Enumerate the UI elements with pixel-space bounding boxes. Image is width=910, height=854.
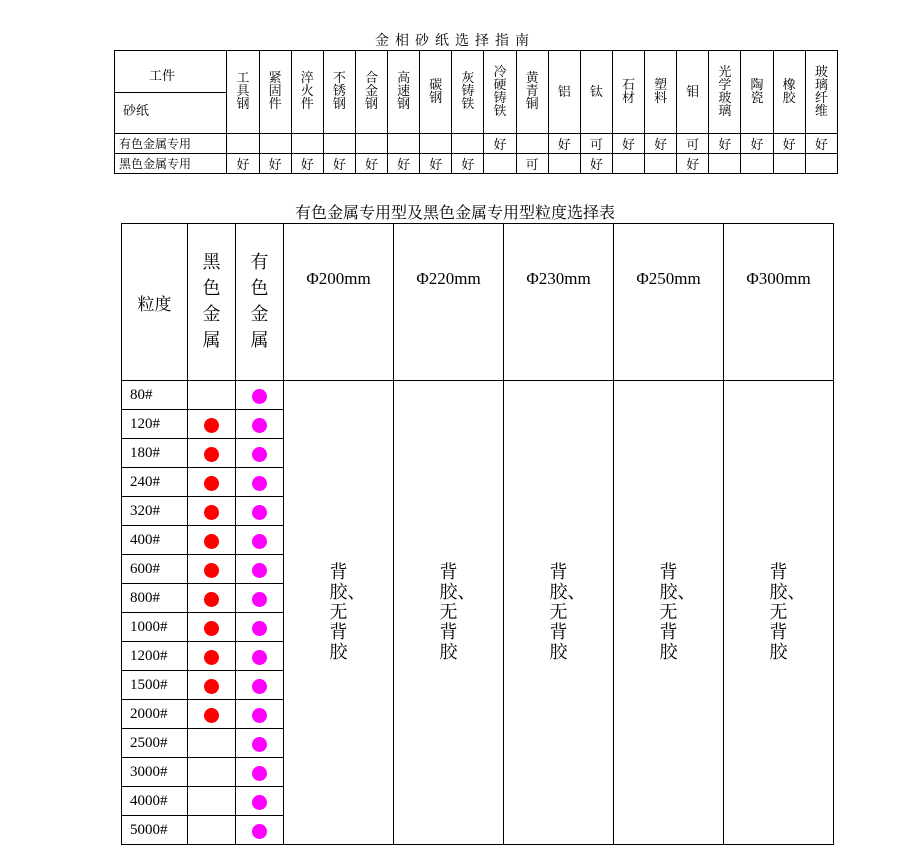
rating-cell (741, 154, 773, 174)
material-name: 不锈钢 (332, 71, 346, 112)
material-header (516, 51, 548, 134)
rating-cell: 好 (645, 134, 677, 154)
rating-cell (645, 154, 677, 174)
material-header (612, 51, 644, 134)
nonferrous-cell (236, 613, 284, 642)
magenta-dot-icon (252, 737, 267, 752)
material-header (548, 51, 580, 134)
ferrous-header-text: 黑色金属 (202, 252, 221, 351)
ferrous-cell (188, 671, 236, 700)
nonferrous-cell (236, 729, 284, 758)
rating-cell (516, 134, 548, 154)
divider-line (115, 92, 226, 93)
grit-cell: 600# (122, 555, 188, 584)
magenta-dot-icon (252, 447, 267, 462)
row-label: 黑色金属专用 (115, 154, 227, 174)
red-dot-icon (204, 650, 219, 665)
red-dot-icon (204, 563, 219, 578)
grit-header: 粒度 (122, 224, 188, 381)
rating-cell: 好 (709, 134, 741, 154)
rating-cell: 可 (677, 134, 709, 154)
rating-cell (805, 154, 837, 174)
nonferrous-cell (236, 410, 284, 439)
ferrous-cell (188, 816, 236, 845)
backing-cell (284, 381, 394, 845)
material-name: 紧固件 (268, 71, 282, 112)
magenta-dot-icon (252, 824, 267, 839)
guide-row (115, 134, 838, 154)
magenta-dot-icon (252, 795, 267, 810)
material-header (580, 51, 612, 134)
workpiece-label: 工件 (149, 69, 176, 84)
rating-cell (420, 134, 452, 154)
material-name: 高速钢 (397, 71, 411, 112)
rating-cell: 好 (452, 154, 484, 174)
sandpaper-guide-table (114, 50, 838, 174)
rating-cell: 好 (388, 154, 420, 174)
rating-cell: 好 (677, 154, 709, 174)
material-name: 合金钢 (365, 71, 379, 112)
material-header (677, 51, 709, 134)
guide-row (115, 154, 838, 174)
red-dot-icon (204, 708, 219, 723)
rating-cell: 可 (580, 134, 612, 154)
ferrous-cell (188, 526, 236, 555)
ferrous-cell (188, 700, 236, 729)
material-header (227, 51, 259, 134)
rating-cell: 好 (259, 154, 291, 174)
magenta-dot-icon (252, 592, 267, 607)
material-name: 钛 (589, 84, 603, 100)
nonferrous-cell (236, 787, 284, 816)
magenta-dot-icon (252, 418, 267, 433)
magenta-dot-icon (252, 534, 267, 549)
ferrous-cell (188, 642, 236, 671)
grit-cell: 4000# (122, 787, 188, 816)
magenta-dot-icon (252, 476, 267, 491)
diameter-header: Φ200mm (284, 224, 394, 381)
ferrous-cell (188, 758, 236, 787)
rating-cell: 好 (291, 154, 323, 174)
grit-cell: 240# (122, 468, 188, 497)
rating-cell (291, 134, 323, 154)
material-header (323, 51, 355, 134)
red-dot-icon (204, 621, 219, 636)
grit-cell: 5000# (122, 816, 188, 845)
corner-header-cell (115, 51, 227, 134)
magenta-dot-icon (252, 621, 267, 636)
material-header (484, 51, 516, 134)
ferrous-cell (188, 381, 236, 410)
grit-cell: 1200# (122, 642, 188, 671)
backing-cell (614, 381, 724, 845)
nonferrous-cell (236, 439, 284, 468)
diameter-header: Φ230mm (504, 224, 614, 381)
rating-cell: 好 (323, 154, 355, 174)
nonferrous-cell (236, 700, 284, 729)
backing-text: 背胶、无背胶 (659, 561, 696, 663)
material-name: 橡胶 (782, 77, 796, 106)
material-header (259, 51, 291, 134)
rating-cell (355, 134, 387, 154)
grit-cell: 180# (122, 439, 188, 468)
grit-cell: 1000# (122, 613, 188, 642)
material-name: 铝 (557, 84, 571, 100)
diameter-header: Φ250mm (614, 224, 724, 381)
grit-table-title: 有色金属专用型及黑色金属专用型粒度选择表 (294, 203, 615, 222)
magenta-dot-icon (252, 505, 267, 520)
diameter-header: Φ300mm (724, 224, 834, 381)
backing-cell (724, 381, 834, 845)
backing-text: 背胶、无背胶 (329, 561, 366, 663)
ferrous-cell (188, 555, 236, 584)
row-label: 有色金属专用 (115, 134, 227, 154)
nonferrous-cell (236, 555, 284, 584)
material-name: 碳钢 (429, 77, 443, 106)
nonferrous-cell (236, 381, 284, 410)
material-name: 塑料 (654, 77, 668, 106)
rating-cell: 好 (773, 134, 805, 154)
backing-cell (394, 381, 504, 845)
rating-cell (612, 154, 644, 174)
material-name: 钼 (686, 84, 700, 100)
ferrous-cell (188, 497, 236, 526)
rating-cell: 好 (805, 134, 837, 154)
grit-cell: 120# (122, 410, 188, 439)
grit-cell: 80# (122, 381, 188, 410)
rating-cell (323, 134, 355, 154)
nonferrous-cell (236, 584, 284, 613)
grit-cell: 2000# (122, 700, 188, 729)
grit-selection-table (121, 223, 834, 845)
diameter-header: Φ220mm (394, 224, 504, 381)
red-dot-icon (204, 534, 219, 549)
grit-cell: 3000# (122, 758, 188, 787)
material-name: 陶瓷 (750, 77, 764, 106)
material-name: 工具钢 (236, 71, 250, 112)
ferrous-cell (188, 729, 236, 758)
rating-cell: 好 (227, 154, 259, 174)
rating-cell (259, 134, 291, 154)
ferrous-cell (188, 787, 236, 816)
rating-cell (227, 134, 259, 154)
red-dot-icon (204, 592, 219, 607)
grit-cell: 400# (122, 526, 188, 555)
grit-cell: 2500# (122, 729, 188, 758)
red-dot-icon (204, 505, 219, 520)
grit-cell: 1500# (122, 671, 188, 700)
nonferrous-cell (236, 468, 284, 497)
rating-cell: 好 (355, 154, 387, 174)
magenta-dot-icon (252, 679, 267, 694)
material-header (709, 51, 741, 134)
ferrous-cell (188, 468, 236, 497)
ferrous-cell (188, 613, 236, 642)
rating-cell: 好 (741, 134, 773, 154)
grit-cell: 800# (122, 584, 188, 613)
rating-cell (452, 134, 484, 154)
nonferrous-header (236, 224, 284, 381)
rating-cell (709, 154, 741, 174)
nonferrous-cell (236, 642, 284, 671)
ferrous-cell (188, 410, 236, 439)
backing-cell (504, 381, 614, 845)
rating-cell (388, 134, 420, 154)
material-name: 黄青铜 (525, 71, 539, 112)
backing-text: 背胶、无背胶 (439, 561, 476, 663)
rating-cell: 好 (548, 134, 580, 154)
ferrous-cell (188, 584, 236, 613)
nonferrous-cell (236, 816, 284, 845)
ferrous-header (188, 224, 236, 381)
guide-title: 金相砂纸选择指南 (375, 33, 535, 49)
rating-cell: 好 (580, 154, 612, 174)
material-header (741, 51, 773, 134)
backing-text: 背胶、无背胶 (769, 561, 806, 663)
material-header (645, 51, 677, 134)
rating-cell: 好 (612, 134, 644, 154)
material-name: 淬火件 (300, 71, 314, 112)
material-header (805, 51, 837, 134)
rating-cell (484, 154, 516, 174)
material-header (355, 51, 387, 134)
rating-cell (773, 154, 805, 174)
magenta-dot-icon (252, 650, 267, 665)
material-header (420, 51, 452, 134)
magenta-dot-icon (252, 766, 267, 781)
red-dot-icon (204, 418, 219, 433)
magenta-dot-icon (252, 563, 267, 578)
magenta-dot-icon (252, 708, 267, 723)
nonferrous-header-text: 有色金属 (250, 252, 269, 351)
nonferrous-cell (236, 671, 284, 700)
ferrous-cell (188, 439, 236, 468)
material-header (291, 51, 323, 134)
material-name: 玻璃纤维 (814, 64, 828, 119)
red-dot-icon (204, 447, 219, 462)
nonferrous-cell (236, 497, 284, 526)
backing-text: 背胶、无背胶 (549, 561, 586, 663)
material-header (388, 51, 420, 134)
grit-cell: 320# (122, 497, 188, 526)
red-dot-icon (204, 476, 219, 491)
rating-cell: 好 (484, 134, 516, 154)
magenta-dot-icon (252, 389, 267, 404)
material-name: 灰铸铁 (461, 71, 475, 112)
red-dot-icon (204, 679, 219, 694)
rating-cell: 好 (420, 154, 452, 174)
material-header (452, 51, 484, 134)
material-name: 冷硬铸铁 (493, 64, 507, 119)
material-name: 石材 (622, 77, 636, 106)
nonferrous-cell (236, 526, 284, 555)
rating-cell (548, 154, 580, 174)
sandpaper-label: 砂纸 (123, 104, 150, 119)
grit-row (122, 381, 834, 410)
material-header (773, 51, 805, 134)
nonferrous-cell (236, 758, 284, 787)
rating-cell: 可 (516, 154, 548, 174)
material-name: 光学玻璃 (718, 64, 732, 119)
